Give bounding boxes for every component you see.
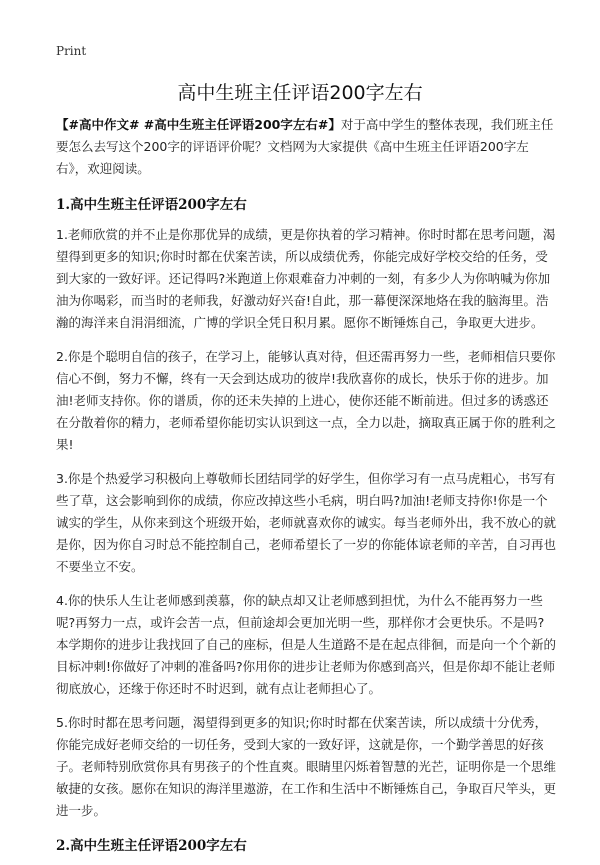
intro-paragraph [56,114,556,180]
comment-paragraph-5: 5.你时时都在思考问题，渴望得到更多的知识;你时时都在伏案苦读，所以成绩十分优秀，你能完成好老师交给的一切任务，受到大家的一致好评，这就是你，一个勤学善思的好孩子。老师特别欣赏你具有男孩子的个性直爽。眼睛里闪烁着智慧的光芒，证明你是一个思维敏捷的女孩。愿你在知识的海洋里遨游，在工作和生活中不断锤炼自己，争取百尺竿头，更进一步。 [56,715,557,818]
comment-paragraph-4: 4.你的快乐人生让老师感到羡慕，你的缺点却又让老师感到担忧，为什么不能再努力一些呢?再努力一点，或许会苦一点，但前途却会更加光明一些，那样你才会更快乐。不是吗?本学期你的进步让我找回了自己的座标，但是人生道路不是在起点徘徊，而是向一个个新的目标冲刺!你做好了冲刺的准备吗?你用你的进步让老师为你感到高兴，但是你却不能让老师彻底放心，还缘于你还时不时迟到，就有点让老师担心了。 [56,593,557,696]
comment-paragraph-1: 1.老师欣赏的并不止是你那优异的成绩，更是你执着的学习精神。你时时都在思考问题，渴望得到更多的知识;你时时都在伏案苦读，所以成绩优秀，你能完成好学校交给的任务，受到大家的一致好评。还记得吗?米跑道上你艰难奋力冲刺的一刻，有多少人为你呐喊为你加油为你喝彩，而当时的老师我，好激动好兴奋!自此，那一幕便深深地烙在我的脑海里。浩瀚的海洋来自涓涓细流，广博的学识全凭日积月累。愿你不断锤炼自己，争取更大进步。 [56,227,556,330]
section-heading-1: 1.高中生班主任评语200字左右 [56,197,247,213]
print-link[interactable]: Print [56,44,87,58]
section-heading-2: 2.高中生班主任评语200字左右 [56,838,247,854]
comment-paragraph-2: 2.你是个聪明自信的孩子，在学习上，能够认真对待，但还需再努力一些，老师相信只要你信心不倒，努力不懈，终有一天会到达成功的彼岸!我欣喜你的成长，快乐于你的进步。加油!老师支持你。你的谱质，你的还未失掉的上进心，使你还能不断前进。但过多的诱惑还在分散着你的精力，老师希望你能切实认识到这一点，全力以赴，摘取真正属于你的胜利之果! [56,349,557,452]
page-title: 高中生班主任评语200字左右 [177,82,423,104]
comment-paragraph-3: 3.你是个热爱学习积极向上尊敬师长团结同学的好学生，但你学习有一点马虎粗心，书写有些了草，这会影响到你的成绩，你应改掉这些小毛病，明白吗?加油!老师支持你!你是一个诚实的学生，从你来到这个班级开始，老师就喜欢你的诚实。每当老师外出，我不放心的就是你，因为你自习时总不能控制自己，老师希望长了一岁的你能体谅老师的辛苦，自习再也不要坐立不安。 [56,471,557,574]
intro-text: 对于高中学生的整体表现，我们班主任要怎么去写这个200字的评语评价呢？文档网为大家提供《高中生班主任评语200字左右》，欢迎阅读。 [56,117,554,176]
intro-tags: 【#高中作文# #高中生班主任评语200字左右#】 [56,117,341,132]
article-body [56,114,556,865]
